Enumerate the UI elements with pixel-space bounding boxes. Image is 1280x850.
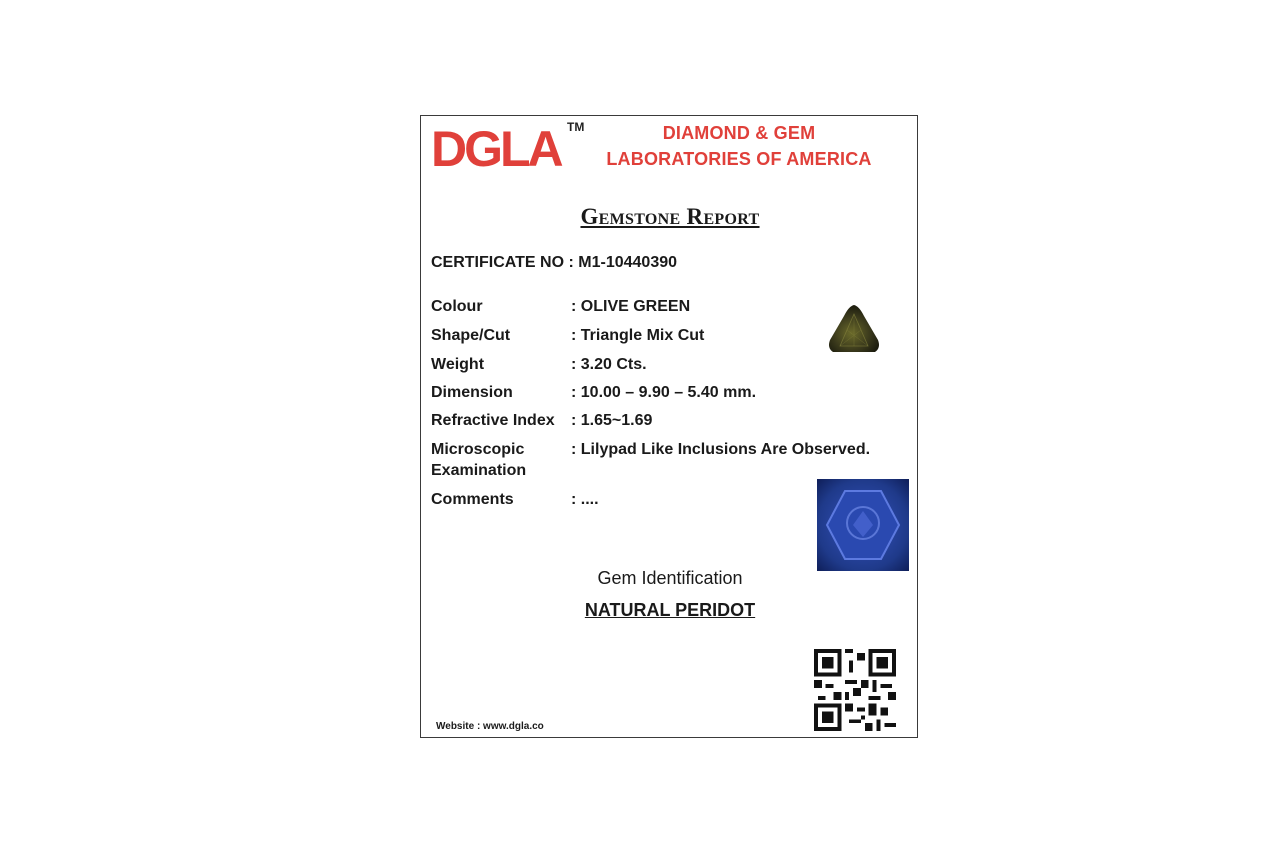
detail-label: Shape/Cut [431, 327, 511, 344]
detail-label: Microscopic Examination [431, 441, 527, 479]
hologram-seal-icon [817, 479, 909, 571]
certificate-number [431, 254, 677, 272]
detail-value: : Triangle Mix Cut [571, 327, 705, 344]
detail-label: Colour [431, 298, 483, 315]
report-title: Gemstone Report [580, 204, 760, 229]
logo-text: DGLA [431, 122, 561, 172]
detail-value: : .... [571, 491, 599, 508]
detail-value: : 10.00 – 9.90 – 5.40 mm. [571, 384, 757, 401]
lab-name [599, 120, 879, 172]
detail-value: : OLIVE GREEN [571, 298, 691, 315]
detail-value: : Lilypad Like Inclusions Are Observed. [571, 441, 871, 458]
qr-code-icon[interactable] [814, 649, 896, 731]
detail-label: Refractive Index [431, 412, 555, 429]
lab-name-line2: LABORATORIES OF AMERICA [606, 149, 872, 169]
gem-identification-value: NATURAL PERIDOT [584, 600, 756, 620]
detail-label: Dimension [431, 384, 513, 401]
lab-name-line1: DIAMOND & GEM [662, 123, 816, 143]
trademark-mark: TM [567, 120, 585, 134]
detail-value: : 3.20 Cts. [571, 356, 647, 373]
website-link[interactable]: Website : www.dgla.co [436, 721, 544, 732]
gem-identification-label: Gem Identification [597, 568, 743, 588]
certificate-value: M1-10440390 [578, 254, 678, 271]
dgla-logo [431, 122, 576, 172]
detail-label: Weight [431, 356, 485, 373]
gemstone-report-card [420, 115, 918, 738]
certificate-label: CERTIFICATE NO : [431, 254, 574, 271]
detail-label: Comments [431, 491, 514, 508]
gemstone-photo-icon [826, 302, 882, 358]
detail-value: : 1.65~1.69 [571, 412, 653, 429]
